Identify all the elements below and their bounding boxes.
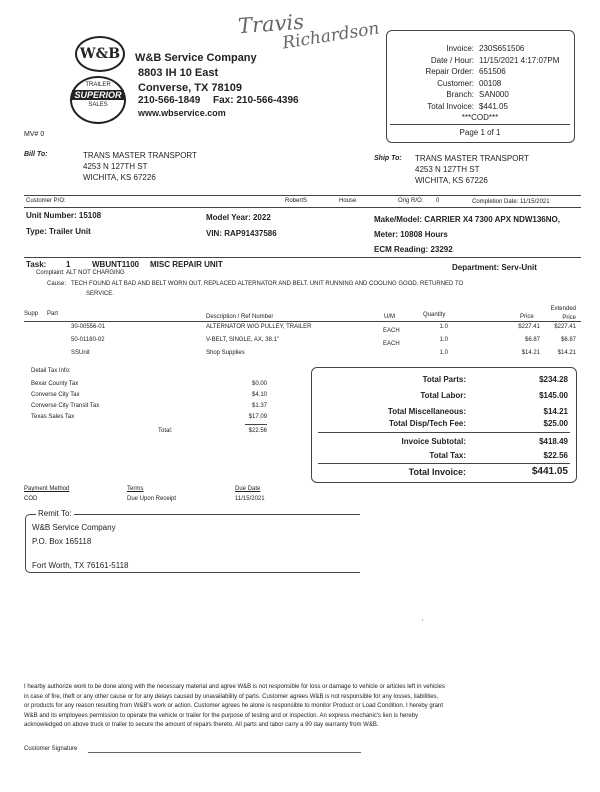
signature-label: Customer Signature xyxy=(24,746,78,752)
invoice-field-value: $441.05 xyxy=(479,101,508,111)
part-number: 30-00556-01 xyxy=(71,324,106,330)
remit-box-number: P.O. Box 165118 xyxy=(32,537,92,546)
invoice-field-value: 651506 xyxy=(479,67,506,76)
make-model: Make/Model: CARRIER X4 7300 APX NDW136NO, xyxy=(374,215,560,224)
invoice-field-value: SAN000 xyxy=(479,90,509,99)
po-roberts: RobertS xyxy=(285,198,308,204)
invoice-field-label: Total Invoice: xyxy=(427,101,474,111)
tax-row-value: $1.37 xyxy=(251,403,267,409)
tax-row-label: Bexar County Tax xyxy=(31,381,79,387)
total-labor-value: $145.00 xyxy=(539,391,568,400)
unit-type: Type: Trailer Unit xyxy=(26,227,91,236)
invoice-field-label: Invoice: xyxy=(446,44,474,53)
total-misc-label: Total Miscellaneous: xyxy=(387,407,466,416)
company-website[interactable]: www.wbservice.com xyxy=(138,108,226,118)
mv-number: MV# 0 xyxy=(24,131,45,138)
part-price: $227.41 xyxy=(518,324,540,330)
tax-row-value: $4.10 xyxy=(251,392,267,398)
bill-to-label: Bill To: xyxy=(24,151,48,158)
model-year: Model Year: 2022 xyxy=(206,213,271,222)
total-tax-value: $22.56 xyxy=(543,451,568,460)
superior-badge xyxy=(70,76,126,124)
company-phone: 210-566-1849 xyxy=(138,95,201,106)
part-quantity: 1.0 xyxy=(439,337,448,343)
tax-title: Detail Tax Info: xyxy=(31,368,71,374)
part-price: $14.21 xyxy=(521,350,540,356)
tax-row-label: Converse City Transit Tax xyxy=(31,403,100,409)
invoice-field-value: 11/15/2021 4:17:07PM xyxy=(479,55,560,65)
due-date-label: Due Date xyxy=(235,486,261,492)
meter: Meter: 10808 Hours xyxy=(374,230,448,239)
orig-ro-value: 0 xyxy=(436,198,440,204)
payment-method: COD xyxy=(24,496,38,502)
remit-name: W&B Service Company xyxy=(32,523,116,532)
total-misc-value: $14.21 xyxy=(543,407,568,416)
tax-total-value: $22.56 xyxy=(248,428,267,434)
ship-to-line: TRANS MASTER TRANSPORT xyxy=(415,154,529,163)
remit-label: Remit To: xyxy=(38,509,72,518)
part-quantity: 1.0 xyxy=(439,324,448,330)
part-description: Shop Supplies xyxy=(206,350,245,356)
terms-label: Terms xyxy=(127,486,144,492)
disclaimer-line: I hearby authorize work to be done along with the necessary material and agree W&B is not responsible for loss or damage to vehicle or articles left in vehicles xyxy=(24,684,445,690)
tax-row-label: Converse City Tax xyxy=(31,392,80,398)
task-number: 1 xyxy=(66,260,71,269)
company-city: Converse, TX 78109 xyxy=(138,82,242,94)
ship-to-line: 4253 N 127TH ST xyxy=(415,165,480,174)
col-quantity: Quantity xyxy=(423,312,446,318)
col-um: U/M xyxy=(384,314,395,320)
due-date: 11/15/2021 xyxy=(235,496,265,502)
company-name: W&B Service Company xyxy=(135,52,257,64)
total-tax-label: Total Tax: xyxy=(429,451,466,460)
total-disp-label: Total Disp/Tech Fee: xyxy=(388,419,466,428)
invoice-field-value: 230S651506 xyxy=(479,44,525,53)
wb-logo xyxy=(75,36,125,72)
invoice-field-label: Date / Hour: xyxy=(430,55,474,65)
bill-to-line: WICHITA, KS 67226 xyxy=(83,173,156,182)
bill-to-line: 4253 N 127TH ST xyxy=(83,162,148,171)
cause-line-2: SERVICE. xyxy=(86,291,114,297)
po-house: House xyxy=(339,198,357,204)
payment-method-label: Payment Method xyxy=(24,486,70,492)
disclaimer xyxy=(24,683,584,731)
tax-row-value: $17.09 xyxy=(248,414,267,420)
wb-logo-text: W&B xyxy=(79,46,121,62)
disclaimer-line: in case of fire, theft or any other cause or for any delays caused by unavailability of parts. Customer agrees W&B is not responsible for any losses, liabilities, xyxy=(24,693,439,700)
badge-bottom-text: SALES xyxy=(88,102,108,108)
cause-label: Cause: xyxy=(47,281,67,287)
ecm-reading: ECM Reading: 23292 xyxy=(374,245,453,254)
task-code: WBUNT1100 xyxy=(92,260,140,269)
part-extended-price: $227.41 xyxy=(554,324,576,330)
task-title: MISC REPAIR UNIT xyxy=(150,260,223,269)
tax-row-value: $0.00 xyxy=(251,381,267,387)
part-um: EACH xyxy=(383,328,400,334)
invoice-field-label: Repair Order: xyxy=(425,67,474,76)
invoice-field-value: 00108 xyxy=(479,78,502,88)
total-invoice-label: Total Invoice: xyxy=(408,467,466,477)
col-description: Description / Ref Number xyxy=(206,314,274,320)
total-labor-label: Total Labor: xyxy=(420,391,466,400)
tax-row-label: Texas Sales Tax xyxy=(31,414,75,420)
disclaimer-line: or products for any reason resulting from W&B's work or action. Customer agrees he alone is responsible to monitor Product or Load Condition. I hereby grant xyxy=(24,703,444,709)
total-parts-label: Total Parts: xyxy=(422,375,466,384)
cod-text: ***COD*** xyxy=(461,113,499,122)
completion-date: Completion Date: 11/15/2021 xyxy=(472,199,550,205)
invoice-subtotal-value: $418.49 xyxy=(539,437,568,446)
handwritten-name-first: Travis xyxy=(237,9,305,39)
invoice-field-label: Branch: xyxy=(446,90,474,99)
tax-total-label: Total: xyxy=(158,428,173,434)
stray-mark: ' xyxy=(422,618,424,627)
col-supp: Supp xyxy=(24,311,39,317)
ship-to-line: WICHITA, KS 67226 xyxy=(415,176,488,185)
bill-to-line: TRANS MASTER TRANSPORT xyxy=(83,151,197,160)
vin: VIN: RAP91437586 xyxy=(206,229,277,238)
part-number: 50-01180-02 xyxy=(71,337,105,343)
department: Department: Serv-Unit xyxy=(452,263,537,272)
total-invoice-value: $441.05 xyxy=(531,466,568,477)
company-fax: Fax: 210-566-4396 xyxy=(213,95,299,106)
invoice-subtotal-label: Invoice Subtotal: xyxy=(401,437,466,446)
part-description: V-BELT, SINGLE, AX, 38.1" xyxy=(206,337,280,343)
remit-city: Fort Worth, TX 76161-5118 xyxy=(32,561,129,570)
terms: Due Upon Receipt xyxy=(127,496,177,502)
part-um: EACH xyxy=(383,341,400,347)
col-extended: Extended xyxy=(550,306,576,312)
ship-to-address xyxy=(415,153,529,186)
company-address: 8803 IH 10 East xyxy=(138,67,219,79)
part-number: SSUnit xyxy=(71,350,90,356)
handwritten-name-last: Richardson xyxy=(281,18,381,54)
part-extended-price: $14.21 xyxy=(557,350,576,356)
ship-to-label: Ship To: xyxy=(374,155,402,162)
task-label: Task: xyxy=(26,260,47,269)
unit-number: Unit Number: 15108 xyxy=(26,211,102,220)
orig-ro-label: Orig R/O: xyxy=(398,198,424,204)
disclaimer-line: acknowledged on above truck or trailer to secure the amount of repairs thereto. All parts and labor carry a 90 day warranty from W&B. xyxy=(24,722,379,728)
cause-line-1: TECH FOUND ALT BAD AND BELT WORN OUT. REPLACED ALTERNATOR AND BELT. UNIT RUNNING AND COOLING GOOD. RETURNED TO xyxy=(71,281,464,287)
part-extended-price: $6.87 xyxy=(560,337,576,343)
badge-top-text: TRAILER xyxy=(85,82,111,88)
part-quantity: 1.0 xyxy=(439,350,448,356)
part-price: $6.87 xyxy=(524,337,540,343)
col-price: Price xyxy=(520,314,534,320)
customer-po-label: Customer P/O: xyxy=(26,198,66,204)
disclaimer-line: W&B and its employees permission to operate the vehicle or trailer for the purpose of testing and or inspection. An express mechanic's lien is hereby xyxy=(24,712,419,719)
total-parts-value: $234.28 xyxy=(539,375,568,384)
complaint: Complaint: ALT NOT CHARGING xyxy=(36,270,125,276)
signature-line[interactable] xyxy=(88,752,361,753)
col-extended-price: Price xyxy=(562,315,576,321)
total-disp-value: $25.00 xyxy=(543,419,568,428)
parts-table xyxy=(0,322,600,362)
col-part: Part xyxy=(47,311,59,317)
badge-mid-text: SUPERIOR xyxy=(72,90,124,100)
invoice-field-label: Customer: xyxy=(437,78,474,88)
page-number: Page 1 of 1 xyxy=(459,128,501,137)
bill-to-address xyxy=(83,150,197,183)
part-description: ALTERNATOR W/O PULLEY, TRAILER xyxy=(206,324,312,330)
